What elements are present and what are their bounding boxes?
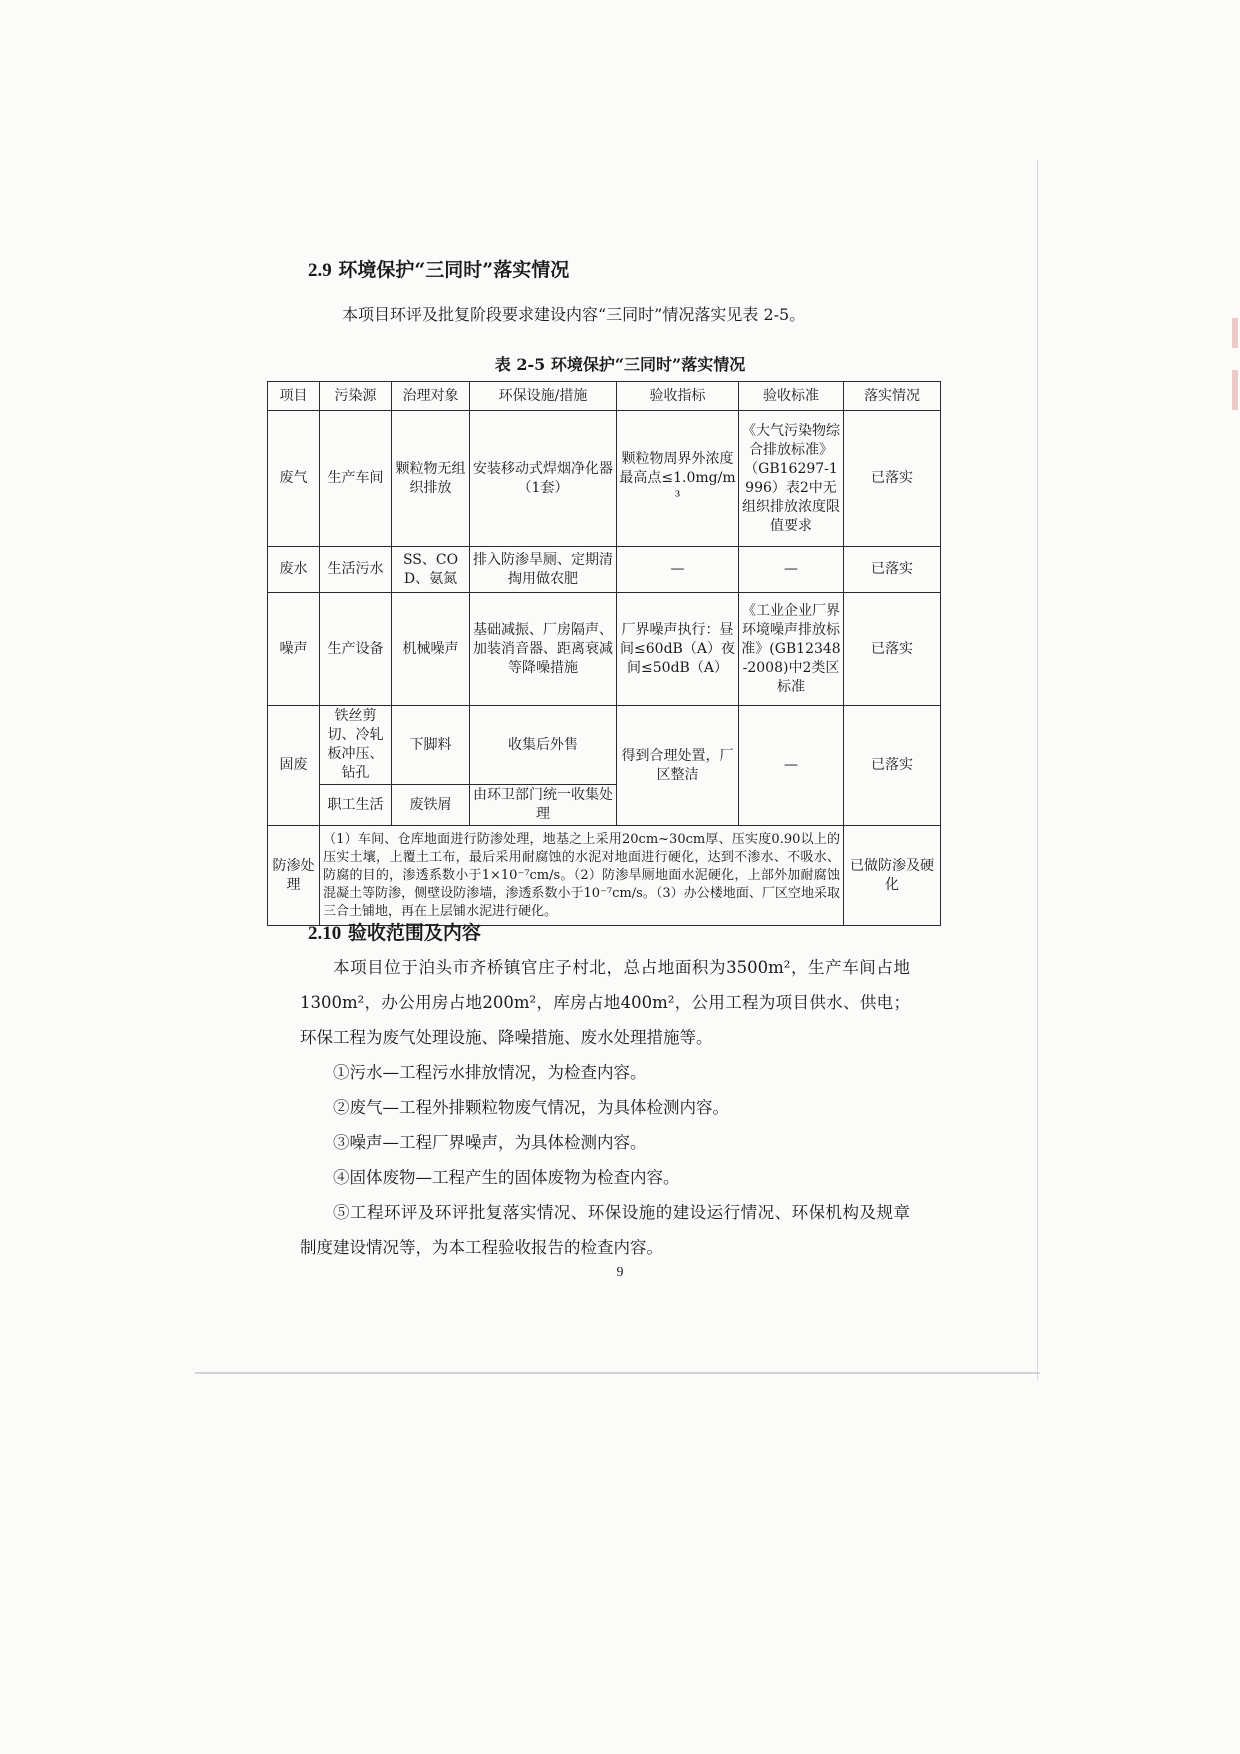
header-target: 治理对象 <box>392 382 470 411</box>
header-source: 污染源 <box>320 382 392 411</box>
table-row-noise <box>268 593 941 706</box>
page-number: 9 <box>616 1265 624 1280</box>
table-header-row <box>268 382 941 411</box>
table-row-waste-gas <box>268 411 941 547</box>
section-2-10-heading <box>308 918 481 945</box>
paragraph-item-5: ⑤工程环评及环评批复落实情况、环保设施的建设运行情况、环保机构及规章制度建设情况等，为本工程验收报告的检查内容。 <box>300 1203 910 1257</box>
cell-source: 职工生活 <box>320 785 392 826</box>
cell-item: 固废 <box>268 706 320 826</box>
section-2-9-title: 环境保护“三同时”落实情况 <box>338 259 570 281</box>
cell-indicator: — <box>617 547 739 593</box>
header-measure: 环保设施/措施 <box>470 382 617 411</box>
table-row-waste-water <box>268 547 941 593</box>
section-2-9-heading <box>308 255 569 282</box>
header-standard: 验收标准 <box>739 382 844 411</box>
scan-edge-right <box>1037 160 1038 1380</box>
cell-source: 生产车间 <box>320 411 392 547</box>
cell-source: 生产设备 <box>320 593 392 706</box>
cell-source: 生活污水 <box>320 547 392 593</box>
cell-target: 颗粒物无组织排放 <box>392 411 470 547</box>
stamp-mark-bottom <box>1232 370 1238 410</box>
cell-status: 已做防渗及硬化 <box>844 826 941 926</box>
cell-standard: 《工业企业厂界环境噪声排放标准》(GB12348-2008)中2类区标准 <box>739 593 844 706</box>
cell-target: 机械噪声 <box>392 593 470 706</box>
cell-indicator: 颗粒物周界外浓度最高点≤1.0mg/m³ <box>617 411 739 547</box>
cell-indicator: 得到合理处置，厂区整洁 <box>617 706 739 826</box>
cell-item: 噪声 <box>268 593 320 706</box>
cell-standard: — <box>739 547 844 593</box>
body-paragraphs <box>300 950 910 1265</box>
cell-target: 废铁屑 <box>392 785 470 826</box>
cell-source: 铁丝剪切、冷轧板冲压、钻孔 <box>320 706 392 785</box>
three-simultaneous-table <box>267 381 941 926</box>
paragraph-item-3: ③噪声—工程厂界噪声，为具体检测内容。 <box>333 1133 647 1152</box>
paragraph-item-1: ①污水—工程污水排放情况，为检查内容。 <box>333 1063 647 1082</box>
cell-item: 废气 <box>268 411 320 547</box>
cell-status: 已落实 <box>844 411 941 547</box>
cell-item: 防渗处理 <box>268 826 320 926</box>
cell-measure: 收集后外售 <box>470 706 617 785</box>
table-row-seepage <box>268 826 941 926</box>
cell-standard: — <box>739 706 844 826</box>
cell-measure: 基础减振、厂房隔声、加装消音器、距离衰减等降噪措施 <box>470 593 617 706</box>
scan-edge-bottom <box>195 1372 1040 1374</box>
cell-status: 已落实 <box>844 593 941 706</box>
cell-status: 已落实 <box>844 547 941 593</box>
table-caption: 表 2-5 环境保护“三同时”落实情况 <box>494 355 746 374</box>
section-2-9-number: 2.9 <box>308 260 332 281</box>
cell-standard: 《大气污染物综合排放标准》（GB16297-1996）表2中无组织排放浓度限值要求 <box>739 411 844 547</box>
cell-indicator: 厂界噪声执行：昼间≤60dB（A）夜间≤50dB（A） <box>617 593 739 706</box>
header-indicator: 验收指标 <box>617 382 739 411</box>
cell-target: 下脚料 <box>392 706 470 785</box>
cell-measure: 由环卫部门统一收集处理 <box>470 785 617 826</box>
paragraph-scope: 本项目位于泊头市齐桥镇官庄子村北，总占地面积为3500m²，生产车间占地1300m²，办公用房占地200m²，库房占地400m²，公用工程为项目供水、供电；环保工程为废气处理设施、降噪措施、废水处理措施等。 <box>300 958 910 1047</box>
paragraph-item-2: ②废气—工程外排颗粒物废气情况，为具体检测内容。 <box>333 1098 729 1117</box>
cell-item: 废水 <box>268 547 320 593</box>
header-item: 项目 <box>268 382 320 411</box>
intro-text: 本项目环评及批复阶段要求建设内容“三同时”情况落实见表 2-5。 <box>342 305 806 324</box>
section-2-10-title: 验收范围及内容 <box>347 922 481 944</box>
header-status: 落实情况 <box>844 382 941 411</box>
stamp-mark-top <box>1232 318 1238 348</box>
paragraph-item-4: ④固体废物—工程产生的固体废物为检查内容。 <box>333 1168 680 1187</box>
cell-target: SS、COD、氨氮 <box>392 547 470 593</box>
cell-measure: 安装移动式焊烟净化器（1套） <box>470 411 617 547</box>
cell-measure: 排入防渗旱厕、定期清掏用做农肥 <box>470 547 617 593</box>
cell-status: 已落实 <box>844 706 941 826</box>
table-row-solid-waste-1 <box>268 706 941 785</box>
cell-seepage-text: （1）车间、仓库地面进行防渗处理，地基之上采用20cm~30cm厚、压实度0.90以上的压实土壤，上覆土工布，最后采用耐腐蚀的水泥对地面进行硬化，达到不渗水、不吸水、防腐的目的，渗透系数小于1×10⁻⁷cm/s。（2）防渗旱厕地面水泥硬化，上部外加耐腐蚀混凝土等防渗，侧壁设防渗墙，渗透系数小于10⁻⁷cm/s。（3）办公楼地面、厂区空地采取三合土铺地，再在上层铺水泥进行硬化。 <box>320 826 844 926</box>
section-2-10-number: 2.10 <box>308 923 342 944</box>
